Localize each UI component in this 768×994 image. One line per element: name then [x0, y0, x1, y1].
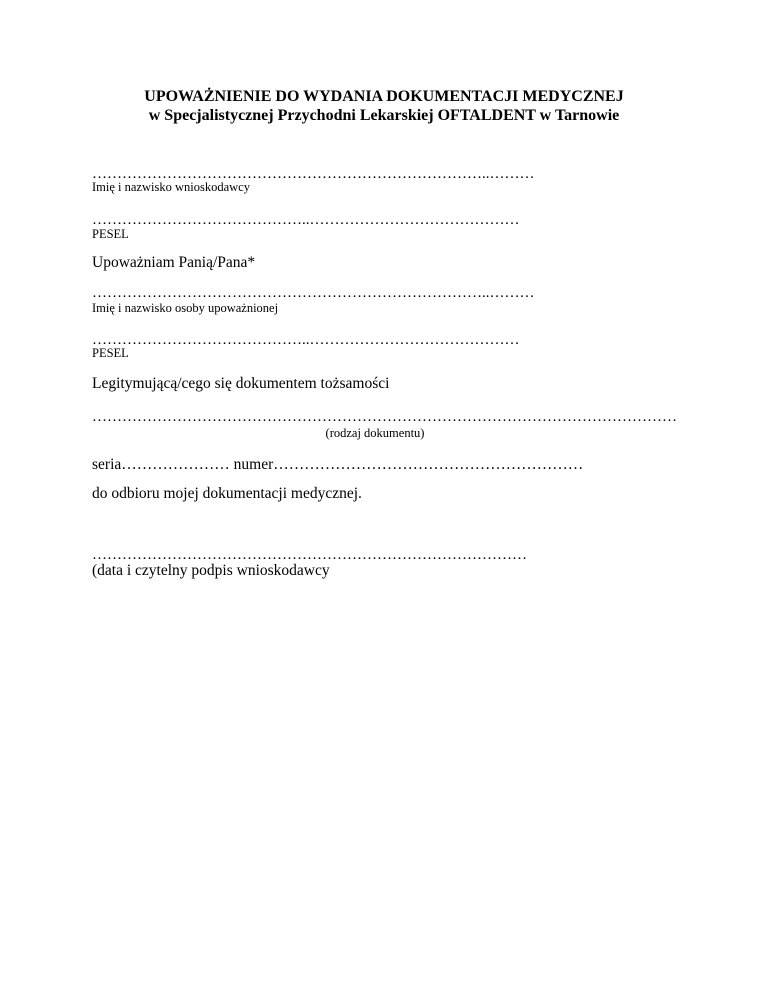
- document-type-label: (rodzaj dokumentu): [325, 426, 425, 440]
- authorization-statement: Upoważniam Panią/Pana*: [92, 254, 256, 271]
- document-title: UPOWAŻNIENIE DO WYDANIA DOKUMENTACJI MEDYCZNEJ: [144, 88, 624, 105]
- authorized-name-field[interactable]: ……………………………………………………………………..………: [92, 285, 535, 301]
- applicant-name-field[interactable]: ……………………………………………………………………..………: [92, 166, 535, 182]
- signature-field[interactable]: ……………………………………………………………………………: [92, 547, 527, 563]
- authorized-name-label: Imię i nazwisko osoby upoważnionej: [92, 301, 279, 315]
- signature-label: (data i czytelny podpis wnioskodawcy: [92, 562, 330, 579]
- authorized-pesel-field[interactable]: ……………………………………..……………………………………: [92, 332, 520, 348]
- document-subtitle: w Specjalistycznej Przychodni Lekarskiej OFTALDENT w Tarnowie: [148, 107, 620, 124]
- series-number-field[interactable]: seria………………… numer……………………………………………………: [92, 456, 584, 473]
- applicant-name-label: Imię i nazwisko wnioskodawcy: [92, 180, 250, 194]
- purpose-statement: do odbioru mojej dokumentacji medycznej.: [92, 485, 362, 502]
- document-type-field[interactable]: ………………………………………………………………………………………………………: [92, 409, 677, 425]
- identity-statement: Legitymującą/cego się dokumentem tożsamości: [92, 375, 390, 392]
- applicant-pesel-label: PESEL: [92, 227, 129, 241]
- authorized-pesel-label: PESEL: [92, 346, 129, 360]
- applicant-pesel-field[interactable]: ……………………………………..……………………………………: [92, 212, 520, 228]
